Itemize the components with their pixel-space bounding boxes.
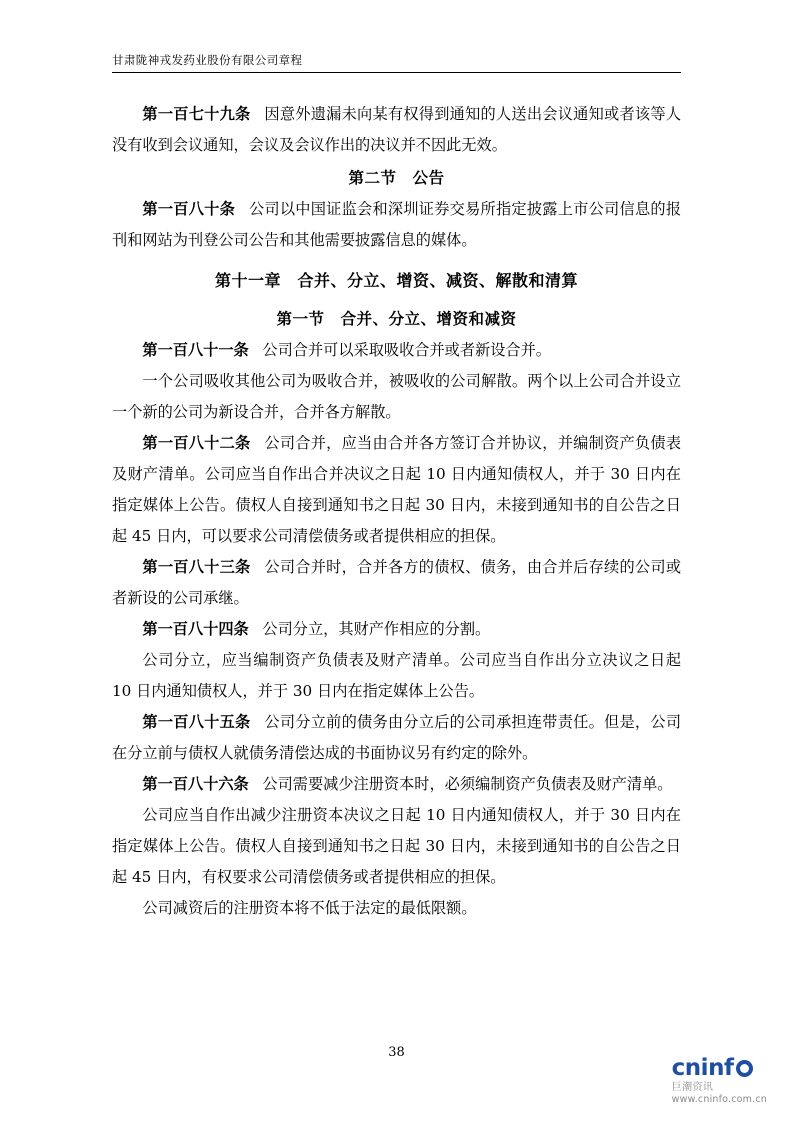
article-paragraph	[112, 194, 681, 256]
article-number: 第一百八十六条	[142, 775, 249, 794]
logo-wordmark: cninf	[671, 1054, 734, 1081]
article-text: 公司合并时，合并各方的债权、债务，由合并后存续的公司或者新设的公司承继。	[112, 558, 682, 608]
body-paragraph: 公司分立，应当编制资产负债表及财产清单。公司应当自作出分立决议之日起 10 日内通知债权人，并于 30 日内在指定媒体上公告。	[112, 651, 681, 701]
article-number: 第一百八十五条	[142, 713, 251, 732]
page-number: 38	[388, 1045, 405, 1060]
logo-row	[671, 1054, 767, 1081]
chapter-title: 第十一章 合并、分立、增资、减资、解散和清算	[214, 271, 578, 291]
article-paragraph	[112, 335, 681, 366]
logo-subtitle: 巨潮资讯	[671, 1081, 714, 1093]
document-body	[112, 99, 681, 924]
circle-icon	[736, 1060, 753, 1077]
article-text: 公司需要减少注册资本时，必须编制资产负债表及财产清单。	[262, 775, 673, 794]
logo-url: www.cninfo.com.cn	[671, 1093, 767, 1105]
article-paragraph	[112, 552, 681, 614]
article-text: 公司合并可以采取吸收合并或者新设合并。	[262, 341, 551, 360]
article-paragraph	[112, 707, 681, 769]
article-text: 因意外遗漏未向某有权得到通知的人送出会议通知或者该等人没有收到会议通知，会议及会议作出的决议并不因此无效。	[112, 105, 682, 155]
article-text: 公司分立，其财产作相应的分割。	[262, 620, 491, 639]
article-text: 公司以中国证监会和深圳证券交易所指定披露上市公司信息的报刊和网站为刊登公司公告和其他需要披露信息的媒体。	[112, 200, 682, 250]
article-paragraph	[112, 614, 681, 645]
article-number: 第一百八十条	[142, 200, 236, 219]
section-title: 第二节 公告	[348, 168, 445, 188]
article-text: 公司合并，应当由合并各方签订合并协议，并编制资产负债表及财产清单。公司应当自作出合并决议之日起 10 日内通知债权人，并于 30 日内在指定媒体上公告。债权人自接到通知书之日起 30 日内，未接到通知书的自公告之日起 45 日内，可以要求公司清偿债务或者提供相应的担保。	[112, 434, 682, 546]
article-number: 第一百八十三条	[142, 558, 251, 577]
body-paragraph: 一个公司吸收其他公司为吸收合并，被吸收的公司解散。两个以上公司合并设立一个新的公司为新设合并，合并各方解散。	[112, 372, 681, 422]
body-paragraph: 公司应当自作出减少注册资本决议之日起 10 日内通知债权人，并于 30 日内在指定媒体上公告。债权人自接到通知书之日起 30 日内，未接到通知书的自公告之日起 45 日内，有权要求公司清偿债务或者提供相应的担保。	[112, 806, 681, 887]
body-paragraph: 公司减资后的注册资本将不低于法定的最低限额。	[142, 899, 477, 918]
cninfo-logo	[671, 1054, 767, 1105]
article-text: 公司分立前的债务由分立后的公司承担连带责任。但是，公司在分立前与债权人就债务清偿达成的书面协议另有约定的除外。	[112, 713, 682, 763]
article-paragraph	[112, 428, 681, 552]
article-paragraph	[112, 769, 681, 800]
article-number: 第一百八十四条	[142, 620, 249, 639]
section-title: 第一节 合并、分立、增资和减资	[276, 309, 517, 329]
article-paragraph	[112, 99, 681, 161]
article-number: 第一百七十九条	[142, 105, 251, 124]
running-header: 甘肃陇神戎发药业股份有限公司章程	[112, 52, 681, 73]
article-number: 第一百八十二条	[142, 434, 251, 453]
article-number: 第一百八十一条	[142, 341, 249, 360]
